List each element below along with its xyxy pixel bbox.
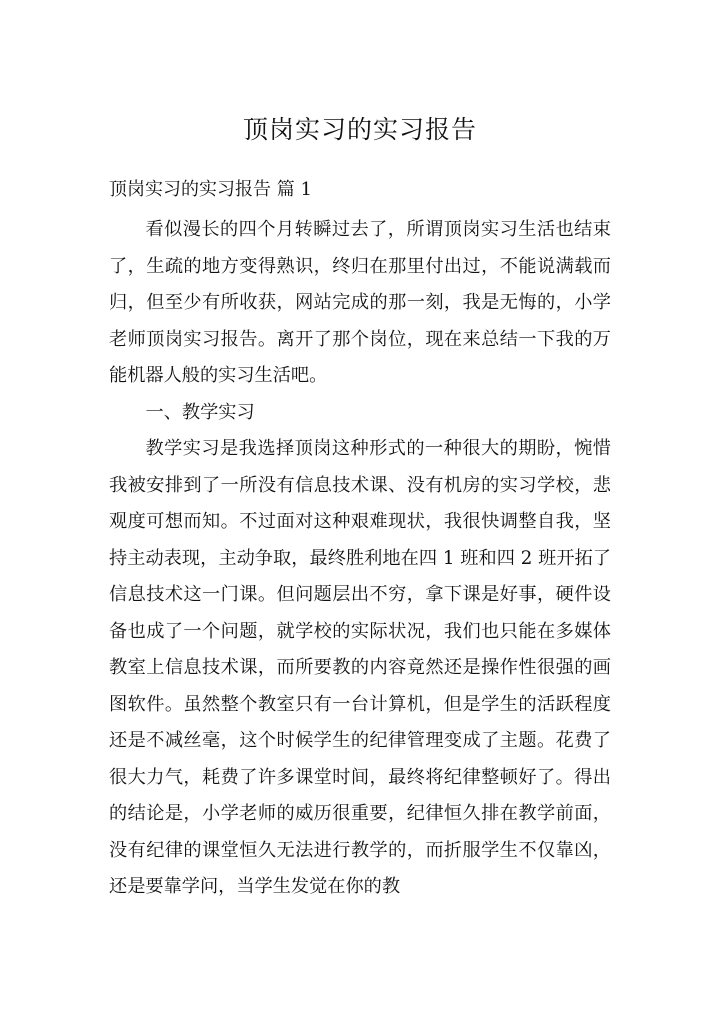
body-paragraph-2: 教学实习是我选择顶岗这种形式的一种很大的期盼，惋惜我被安排到了一所没有信息技术课、没有机房的实习学校，悲观度可想而知。不过面对这种艰难现状，我很快调整自我，坚持主动表现，主动争取，最终胜利地在四 1 班和四 2 班开拓了信息技术这一门课。但问题层出不穷，拿下课是好事，硬件设备也成了一个问题，就学校的实际状况，我们也只能在多媒体教室上信息技术课，而所要教的内容竟然还是操作性很强的画图软件。虽然整个教室只有一台计算机，但是学生的活跃程度还是不减丝毫，这个时候学生的纪律管理变成了主题。花费了很大力气，耗费了许多课堂时间，最终将纪律整顿好了。得出的结论是，小学老师的威历很重要，纪律恒久排在教学前面，没有纪律的课堂恒久无法进行教学的，而折服学生不仅靠凶，还是要靠学问，当学生发觉在你的教 [109, 438, 611, 897]
article-heading: 顶岗实习的实习报告 篇 1 [109, 179, 312, 200]
document-body [109, 212, 611, 906]
section-heading-teaching: 一、教学实习 [145, 401, 255, 423]
body-paragraph-1: 看似漫长的四个月转瞬过去了，所谓顶岗实习生活也结束了，生疏的地方变得熟识，终归在那里付出过，不能说满载而归，但至少有所收获，网站完成的那一刻，我是无悔的，小学老师顶岗实习报告。离开了那个岗位，现在来总结一下我的万能机器人般的实习生活吧。 [109, 219, 611, 386]
document-title: 顶岗实习的实习报告 [242, 115, 477, 144]
